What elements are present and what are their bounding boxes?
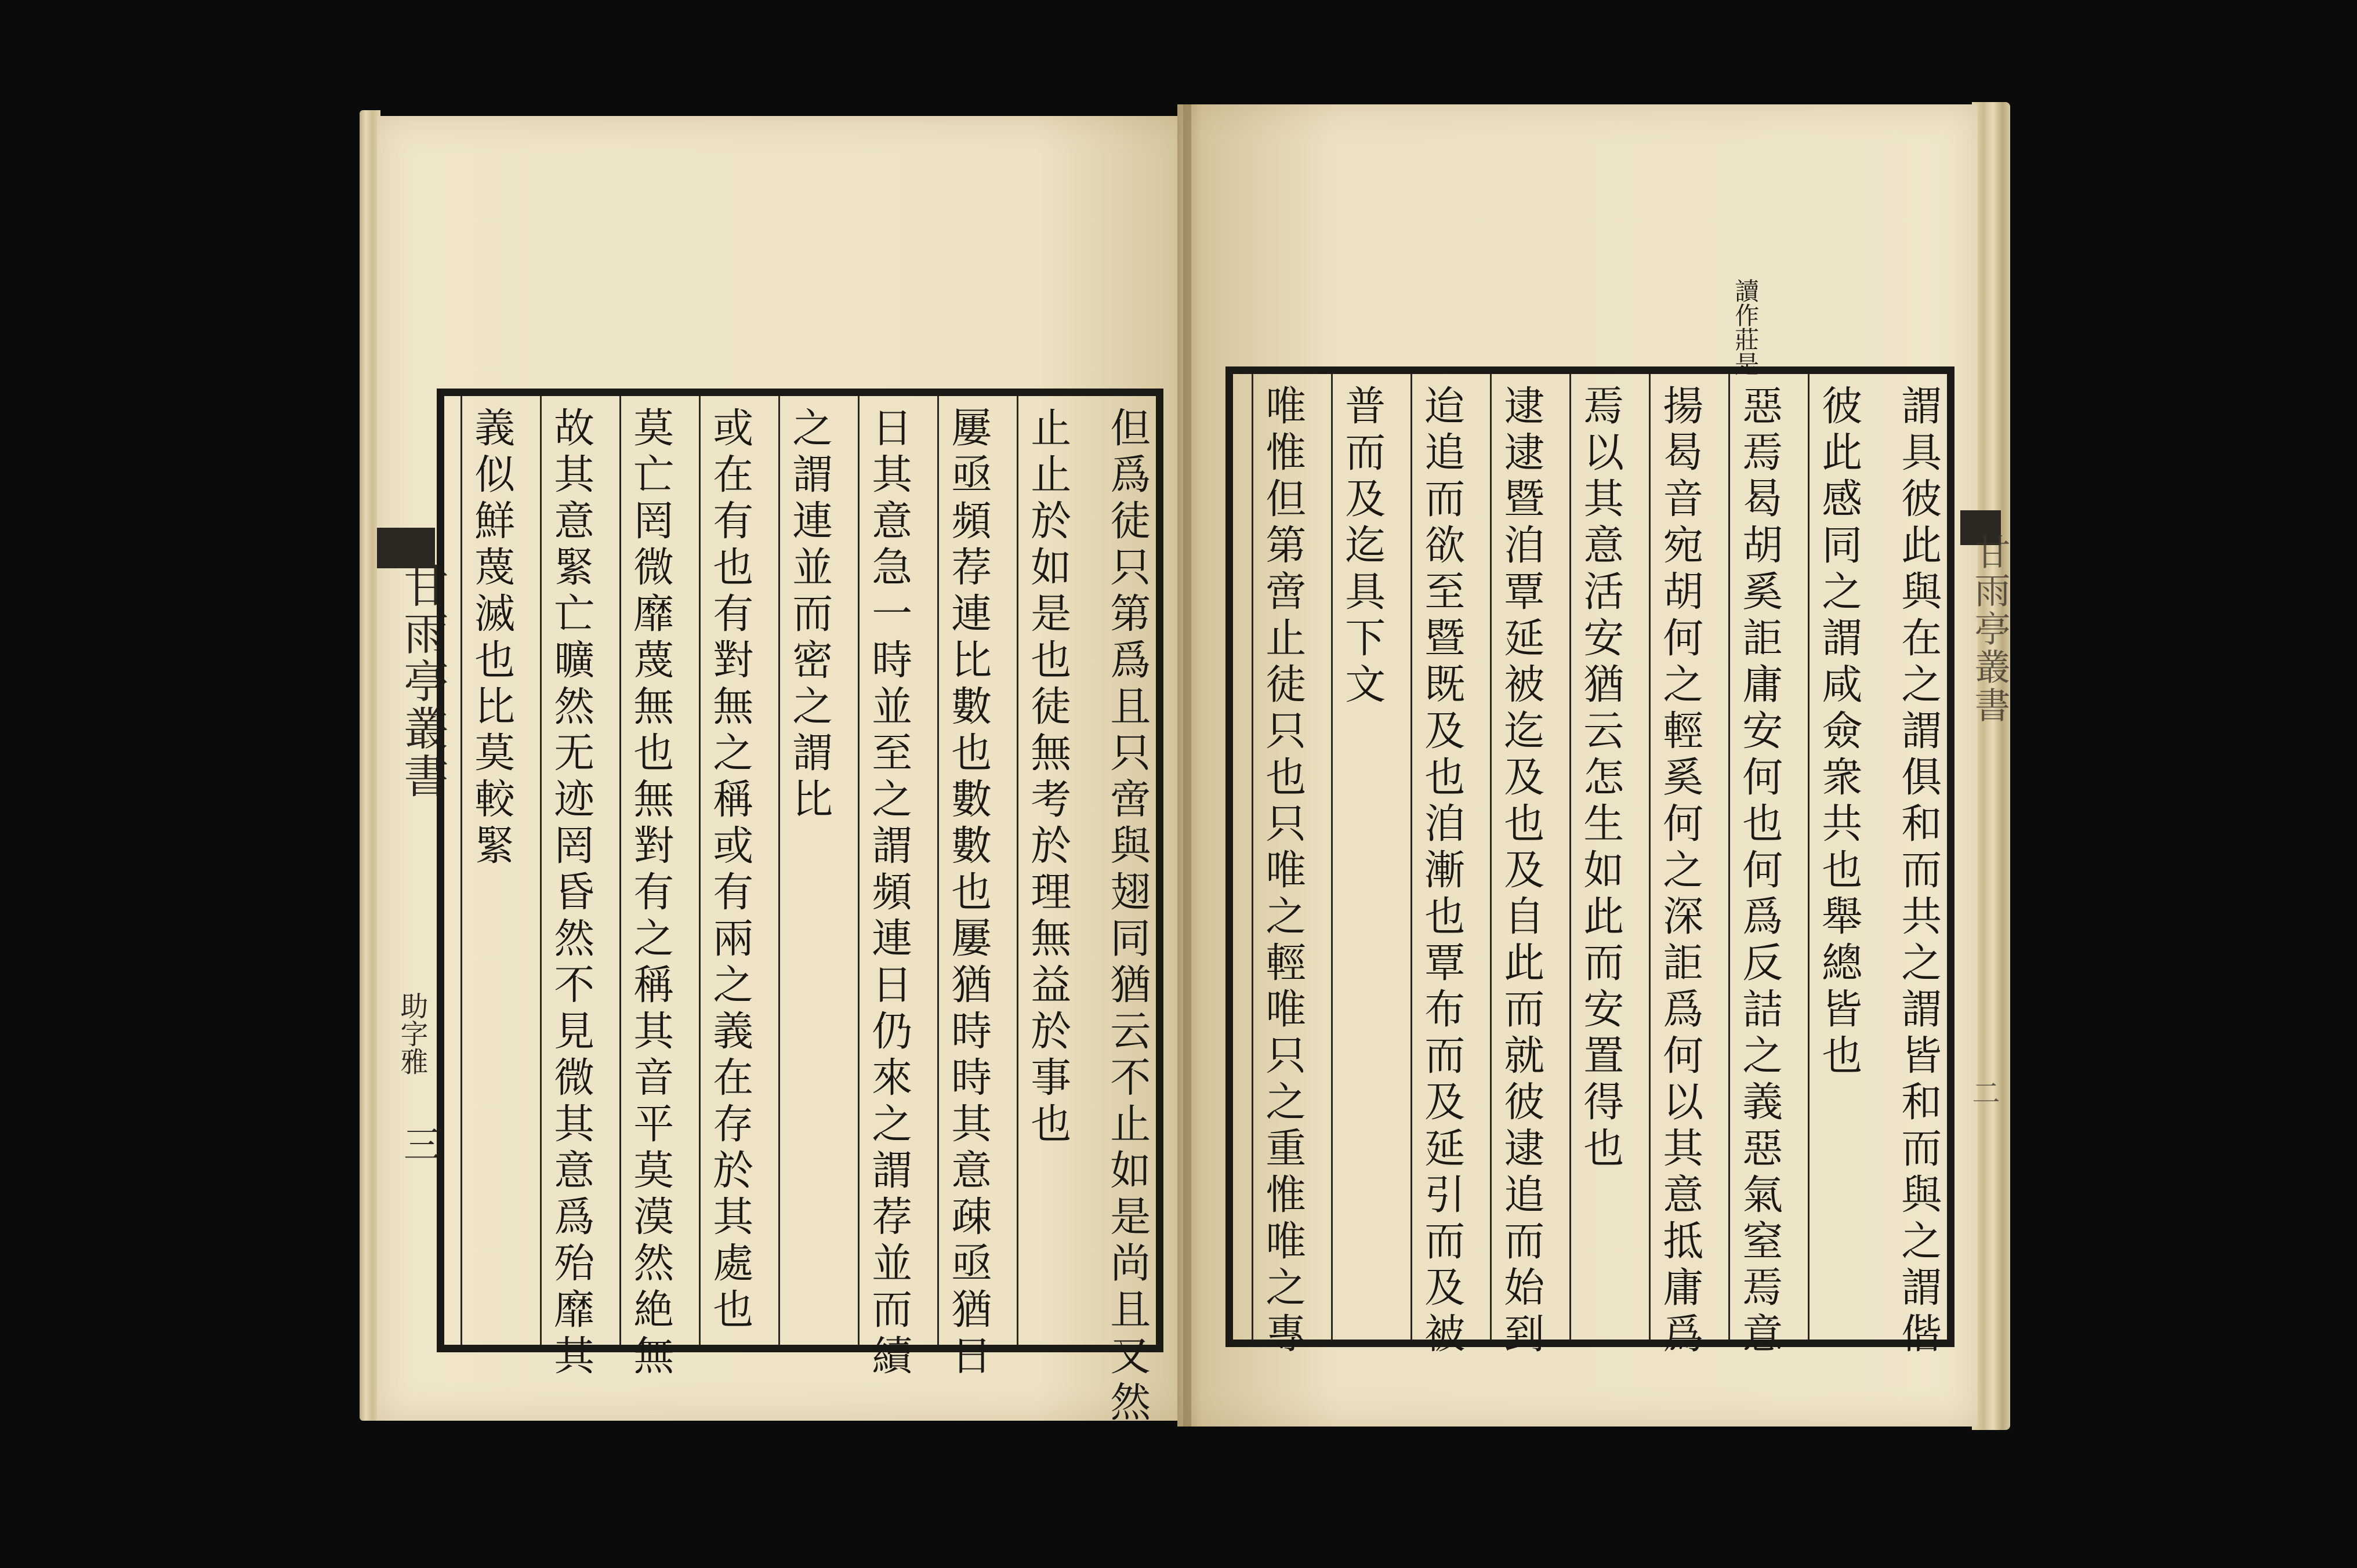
left-text-frame (437, 389, 1163, 1427)
text-column: 莫亡罔微靡蔑無也無對有之稱其音平莫漠然絶無 (619, 396, 679, 1345)
book-gutter (1183, 104, 1191, 1427)
text-column: 逮逮暨洎覃延被迄及也及自此而就彼逮追而始到 (1490, 374, 1550, 1340)
series-title: 甘雨亭叢書 (396, 562, 448, 800)
text-column: 揚曷音宛胡何之輕奚何之深詎爲何以其意抵庸爲 (1649, 374, 1709, 1340)
section-title: 助字雅 (396, 992, 428, 1075)
text-column: 焉以其意活安猶云怎生如此而安置得也 (1569, 374, 1629, 1340)
text-column: 但爲徒只第爲且只啻與翅同猶云不止如是尚且又然 (1103, 406, 1151, 1427)
text-column: 惡焉曷胡奚詎庸安何也何爲反詰之義惡氣窒焉意 (1728, 374, 1788, 1340)
text-column: 唯惟但第啻止徒只也只唯之輕唯只之重惟唯之專 (1252, 374, 1311, 1340)
text-column: 義似鮮蔑滅也比莫較緊 (460, 396, 520, 1345)
page-number: 二 (1967, 1079, 2000, 1109)
text-column: 日其意急一時並至之謂頻連日仍來之謂荐並而續 (858, 396, 918, 1345)
text-column: 普而及迄具下文 (1331, 374, 1391, 1340)
page-number: 三 (397, 1125, 440, 1162)
right-text-frame (1225, 366, 1955, 1359)
text-column: 或在有也有對無之稱或有兩之義在存於其處也 (699, 396, 759, 1345)
header-annotation: 讀作莊是 (1731, 278, 1760, 376)
text-column: 彼此感同之謂咸僉衆共也舉總皆也 (1808, 374, 1868, 1340)
text-column: 之謂連並而密之謂比 (778, 396, 838, 1345)
text-column: 故其意緊亡曠然无迹罔昏然不見微其意爲殆靡其 (540, 396, 600, 1345)
text-column: 屢亟頻荐連比數也數數也屢猶時時其意疎亟猶日 (937, 396, 997, 1345)
left-page-margin (377, 528, 448, 1183)
text-column: 止止於如是也徒無考於理無益於事也 (1017, 396, 1076, 1345)
right-page-margin (1960, 510, 2011, 1148)
text-column: 謂具彼此與在之謂俱和而共之謂皆和而與之謂偕 (1894, 384, 1942, 1359)
text-column: 迨追而欲至暨既及也洎漸也覃布而及延引而及被 (1410, 374, 1470, 1340)
series-title: 甘雨亭叢書 (1968, 533, 2011, 725)
